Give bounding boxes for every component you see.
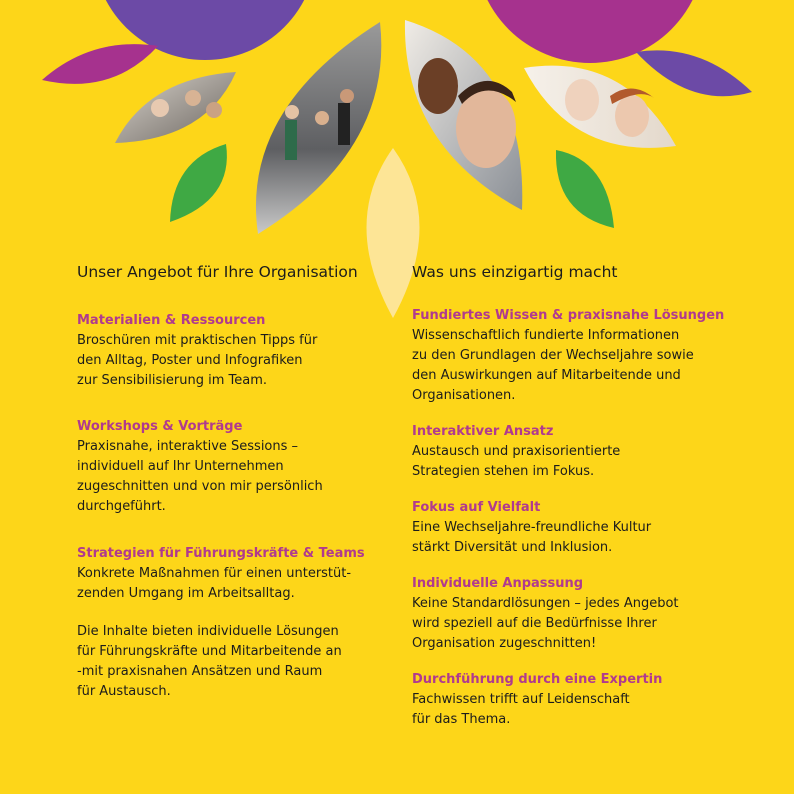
section-line: Organisationen. bbox=[412, 388, 516, 403]
section-line: den Alltag, Poster und Infografiken bbox=[77, 353, 303, 368]
section-line: Eine Wechseljahre-freundliche Kultur bbox=[412, 520, 652, 535]
section-line: Praxisnahe, interaktive Sessions – bbox=[77, 439, 299, 454]
section-line: Organisation zugeschnitten! bbox=[412, 636, 597, 651]
photo-petal-1 bbox=[115, 72, 236, 143]
section-knowledge bbox=[412, 306, 724, 406]
section-title: Materialien & Ressourcen bbox=[77, 313, 266, 328]
petal-purple-right bbox=[636, 50, 752, 96]
section-title: Fokus auf Vielfalt bbox=[412, 500, 541, 515]
section-expert bbox=[412, 670, 662, 730]
section-title: Workshops & Vorträge bbox=[77, 419, 243, 434]
section-title: Strategien für Führungskräfte & Teams bbox=[77, 546, 365, 561]
petal-magenta-left bbox=[42, 44, 158, 84]
petal-cream-center bbox=[367, 148, 420, 318]
closing-line: -mit praxisnahen Ansätzen und Raum bbox=[77, 664, 323, 679]
section-title: Durchführung durch eine Expertin bbox=[412, 672, 663, 687]
section-line: zugeschnitten und von mir persönlich bbox=[77, 479, 323, 494]
closing-line: für Austausch. bbox=[77, 684, 171, 699]
section-line: individuell auf Ihr Unternehmen bbox=[77, 459, 284, 474]
section-line: für das Thema. bbox=[412, 712, 511, 727]
petal-green-right bbox=[556, 150, 614, 228]
photo-petal-2 bbox=[256, 22, 381, 234]
photo-petal-4 bbox=[524, 66, 676, 148]
section-line: zenden Umgang im Arbeitsalltag. bbox=[77, 586, 295, 601]
section-line: Austausch und praxisorientierte bbox=[412, 444, 621, 459]
section-line: zu den Grundlagen der Wechseljahre sowie bbox=[412, 348, 694, 363]
offer-heading: Unser Angebot für Ihre Organisation bbox=[77, 263, 358, 281]
section-title: Interaktiver Ansatz bbox=[412, 424, 554, 439]
closing-line: für Führungskräfte und Mitarbeitende an bbox=[77, 644, 342, 659]
closing-paragraph bbox=[77, 622, 342, 702]
section-customization bbox=[412, 574, 679, 654]
section-line: den Auswirkungen auf Mitarbeitende und bbox=[412, 368, 681, 383]
section-materials bbox=[77, 311, 317, 391]
section-title: Individuelle Anpassung bbox=[412, 576, 584, 591]
closing-line: Die Inhalte bieten individuelle Lösungen bbox=[77, 624, 339, 639]
section-line: Fachwissen trifft auf Leidenschaft bbox=[412, 692, 630, 707]
photo-petal-3 bbox=[405, 20, 522, 210]
section-line: Strategien stehen im Fokus. bbox=[412, 464, 595, 479]
section-workshops bbox=[77, 417, 323, 517]
section-line: Konkrete Maßnahmen für einen unterstüt- bbox=[77, 566, 352, 581]
section-line: zur Sensibilisierung im Team. bbox=[77, 373, 267, 388]
section-leadership bbox=[77, 544, 365, 604]
section-line: Broschüren mit praktischen Tipps für bbox=[77, 333, 318, 348]
section-line: wird speziell auf die Bedürfnisse Ihrer bbox=[412, 616, 657, 631]
section-line: durchgeführt. bbox=[77, 499, 166, 514]
section-line: Wissenschaftlich fundierte Informationen bbox=[412, 328, 680, 343]
petal-green-left bbox=[170, 144, 227, 222]
section-diversity bbox=[412, 498, 651, 558]
section-title: Fundiertes Wissen & praxisnahe Lösungen bbox=[412, 308, 725, 323]
section-line: stärkt Diversität und Inklusion. bbox=[412, 540, 613, 555]
section-interactive bbox=[412, 422, 620, 482]
section-line: Keine Standardlösungen – jedes Angebot bbox=[412, 596, 679, 611]
unique-heading: Was uns einzigartig macht bbox=[412, 263, 618, 281]
